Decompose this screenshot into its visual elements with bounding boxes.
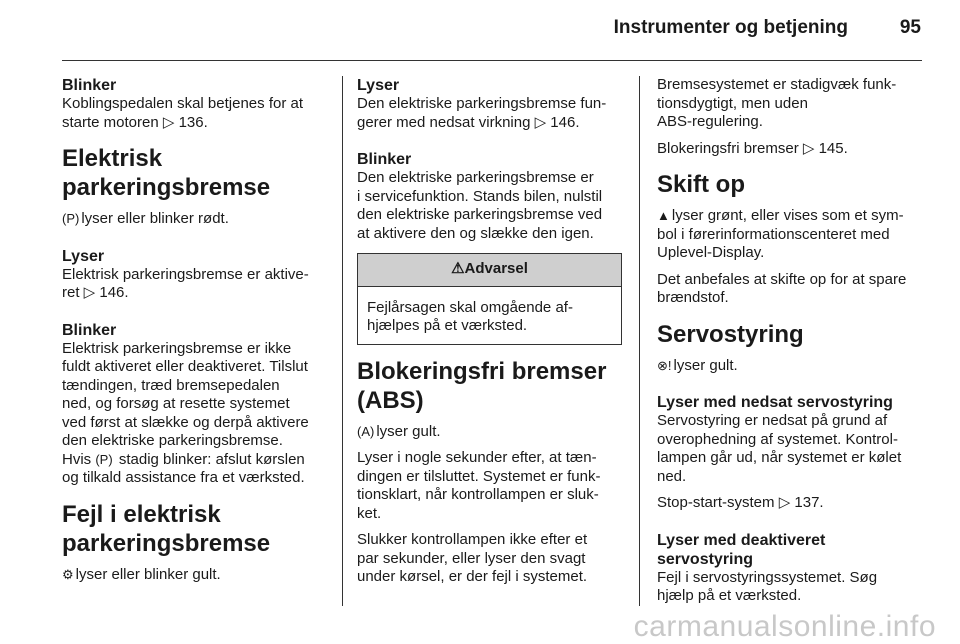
paragraph xyxy=(62,451,327,488)
header-rule xyxy=(62,60,922,61)
paragraph xyxy=(62,566,327,585)
paragraph: Fejl i servostyringssystemet. Søg hjælp på et værksted. xyxy=(657,568,878,604)
heading-abs: Blokeringsfri bremser (ABS) xyxy=(357,357,607,414)
paragraph-text: stadig blinker: afslut kørslen og tilkald assistance fra et værksted. xyxy=(62,450,305,486)
heading-parking-brake-fault: Fejl i elektrisk parkeringsbremse xyxy=(62,500,271,557)
paragraph xyxy=(357,423,622,442)
subheading-lyser: Lyser xyxy=(62,247,105,265)
page-number: 95 xyxy=(899,17,921,38)
paragraph: Bremsesystemet er stadigvæk funk- tionsdygtigt, men uden ABS-regulering. xyxy=(657,76,897,130)
subheading-blinker: Blinker xyxy=(62,77,117,94)
paragraph-text: Hvis xyxy=(62,450,92,468)
parking-brake-icon: (P) xyxy=(95,451,113,467)
paragraph: Den elektriske parkeringsbremse fun- gerer med nedsat virkning ▷ 146. xyxy=(357,95,607,131)
warning-text: Fejlårsagen skal omgående af- hjælpes på et værksted. xyxy=(367,298,573,334)
warning-icon: ⚠ xyxy=(451,260,465,277)
paragraph: Lyser i nogle sekunder efter, at tæn- dingen er tilsluttet. Systemet er funk- tionsklart, når kontrollampen er sluk- ket. xyxy=(357,449,601,522)
column-divider xyxy=(639,76,640,606)
paragraph: Elektrisk parkeringsbremse er aktive- ret ▷ 146. xyxy=(62,265,309,301)
column-3 xyxy=(657,76,922,614)
paragraph-text: lyser gult. xyxy=(376,422,441,440)
subheading-deactivated-steering: Lyser med deaktiveret servostyring xyxy=(657,531,826,568)
warning-box xyxy=(357,253,622,345)
brake-fault-icon: ⚙ xyxy=(62,566,74,582)
subheading-reduced-steering: Lyser med nedsat servostyring xyxy=(657,394,893,411)
shift-up-icon: ▲ xyxy=(657,208,670,223)
paragraph: Stop-start-system ▷ 137. xyxy=(657,494,824,511)
paragraph: Slukker kontrollampen ikke efter et par sekunder, eller lyser den svagt under kørsel, er der fejl i systemet. xyxy=(357,531,588,585)
paragraph: Det anbefales at skifte op for at spare brændstof. xyxy=(657,270,907,306)
page-header xyxy=(0,0,960,64)
paragraph: Elektrisk parkeringsbremse er ikke fuldt aktiveret eller deaktiveret. Tilslut tændingen, træd bremsepedalen ned, og forsøg at resette systemet ved først at slække og derpå aktivere den elektriske parkeringsbremse. xyxy=(62,339,309,449)
paragraph xyxy=(657,357,922,376)
abs-icon: (A) xyxy=(357,423,375,439)
warning-header xyxy=(358,254,621,287)
steering-wheel-icon: ⊗! xyxy=(657,357,672,373)
page-title: Instrumenter og betjening xyxy=(613,17,848,38)
paragraph-text: lyser eller blinker rødt. xyxy=(81,210,229,227)
column-divider xyxy=(342,76,343,606)
heading-electric-parking-brake: Elektrisk parkeringsbremse xyxy=(62,145,271,201)
paragraph: Servostyring er nedsat på grund af overophedning af systemet. Kontrol- lampen går ud, når systemet er kølet ned. xyxy=(657,412,902,485)
paragraph-text: lyser gult. xyxy=(673,356,738,374)
paragraph: Blokeringsfri bremser ▷ 145. xyxy=(657,139,848,157)
parking-brake-icon: (P) xyxy=(62,211,80,226)
subheading-lyser: Lyser xyxy=(357,77,400,94)
heading-power-steering: Servostyring xyxy=(657,320,804,348)
paragraph-text: lyser grønt, eller vises som et sym- bol i førerinformationscenteret med Uplevel-Display. xyxy=(657,207,904,261)
paragraph-text: lyser eller blinker gult. xyxy=(75,565,221,583)
warning-title: Advarsel xyxy=(464,260,528,277)
watermark: carmanualsonline.info xyxy=(633,610,936,643)
column-1 xyxy=(62,76,327,592)
paragraph xyxy=(657,207,922,263)
heading-shift-up: Skift op xyxy=(657,171,745,198)
paragraph: Koblingspedalen skal betjenes for at starte motoren ▷ 136. xyxy=(62,95,303,131)
paragraph xyxy=(62,210,327,229)
subheading-blinker: Blinker xyxy=(357,151,412,168)
paragraph: Den elektriske parkeringsbremse er i servicefunktion. Stands bilen, nulstil den elektriske parkeringsbremse ved at aktivere den og slække den igen. xyxy=(357,169,603,242)
column-2 xyxy=(357,76,622,595)
subheading-blinker: Blinker xyxy=(62,321,117,339)
